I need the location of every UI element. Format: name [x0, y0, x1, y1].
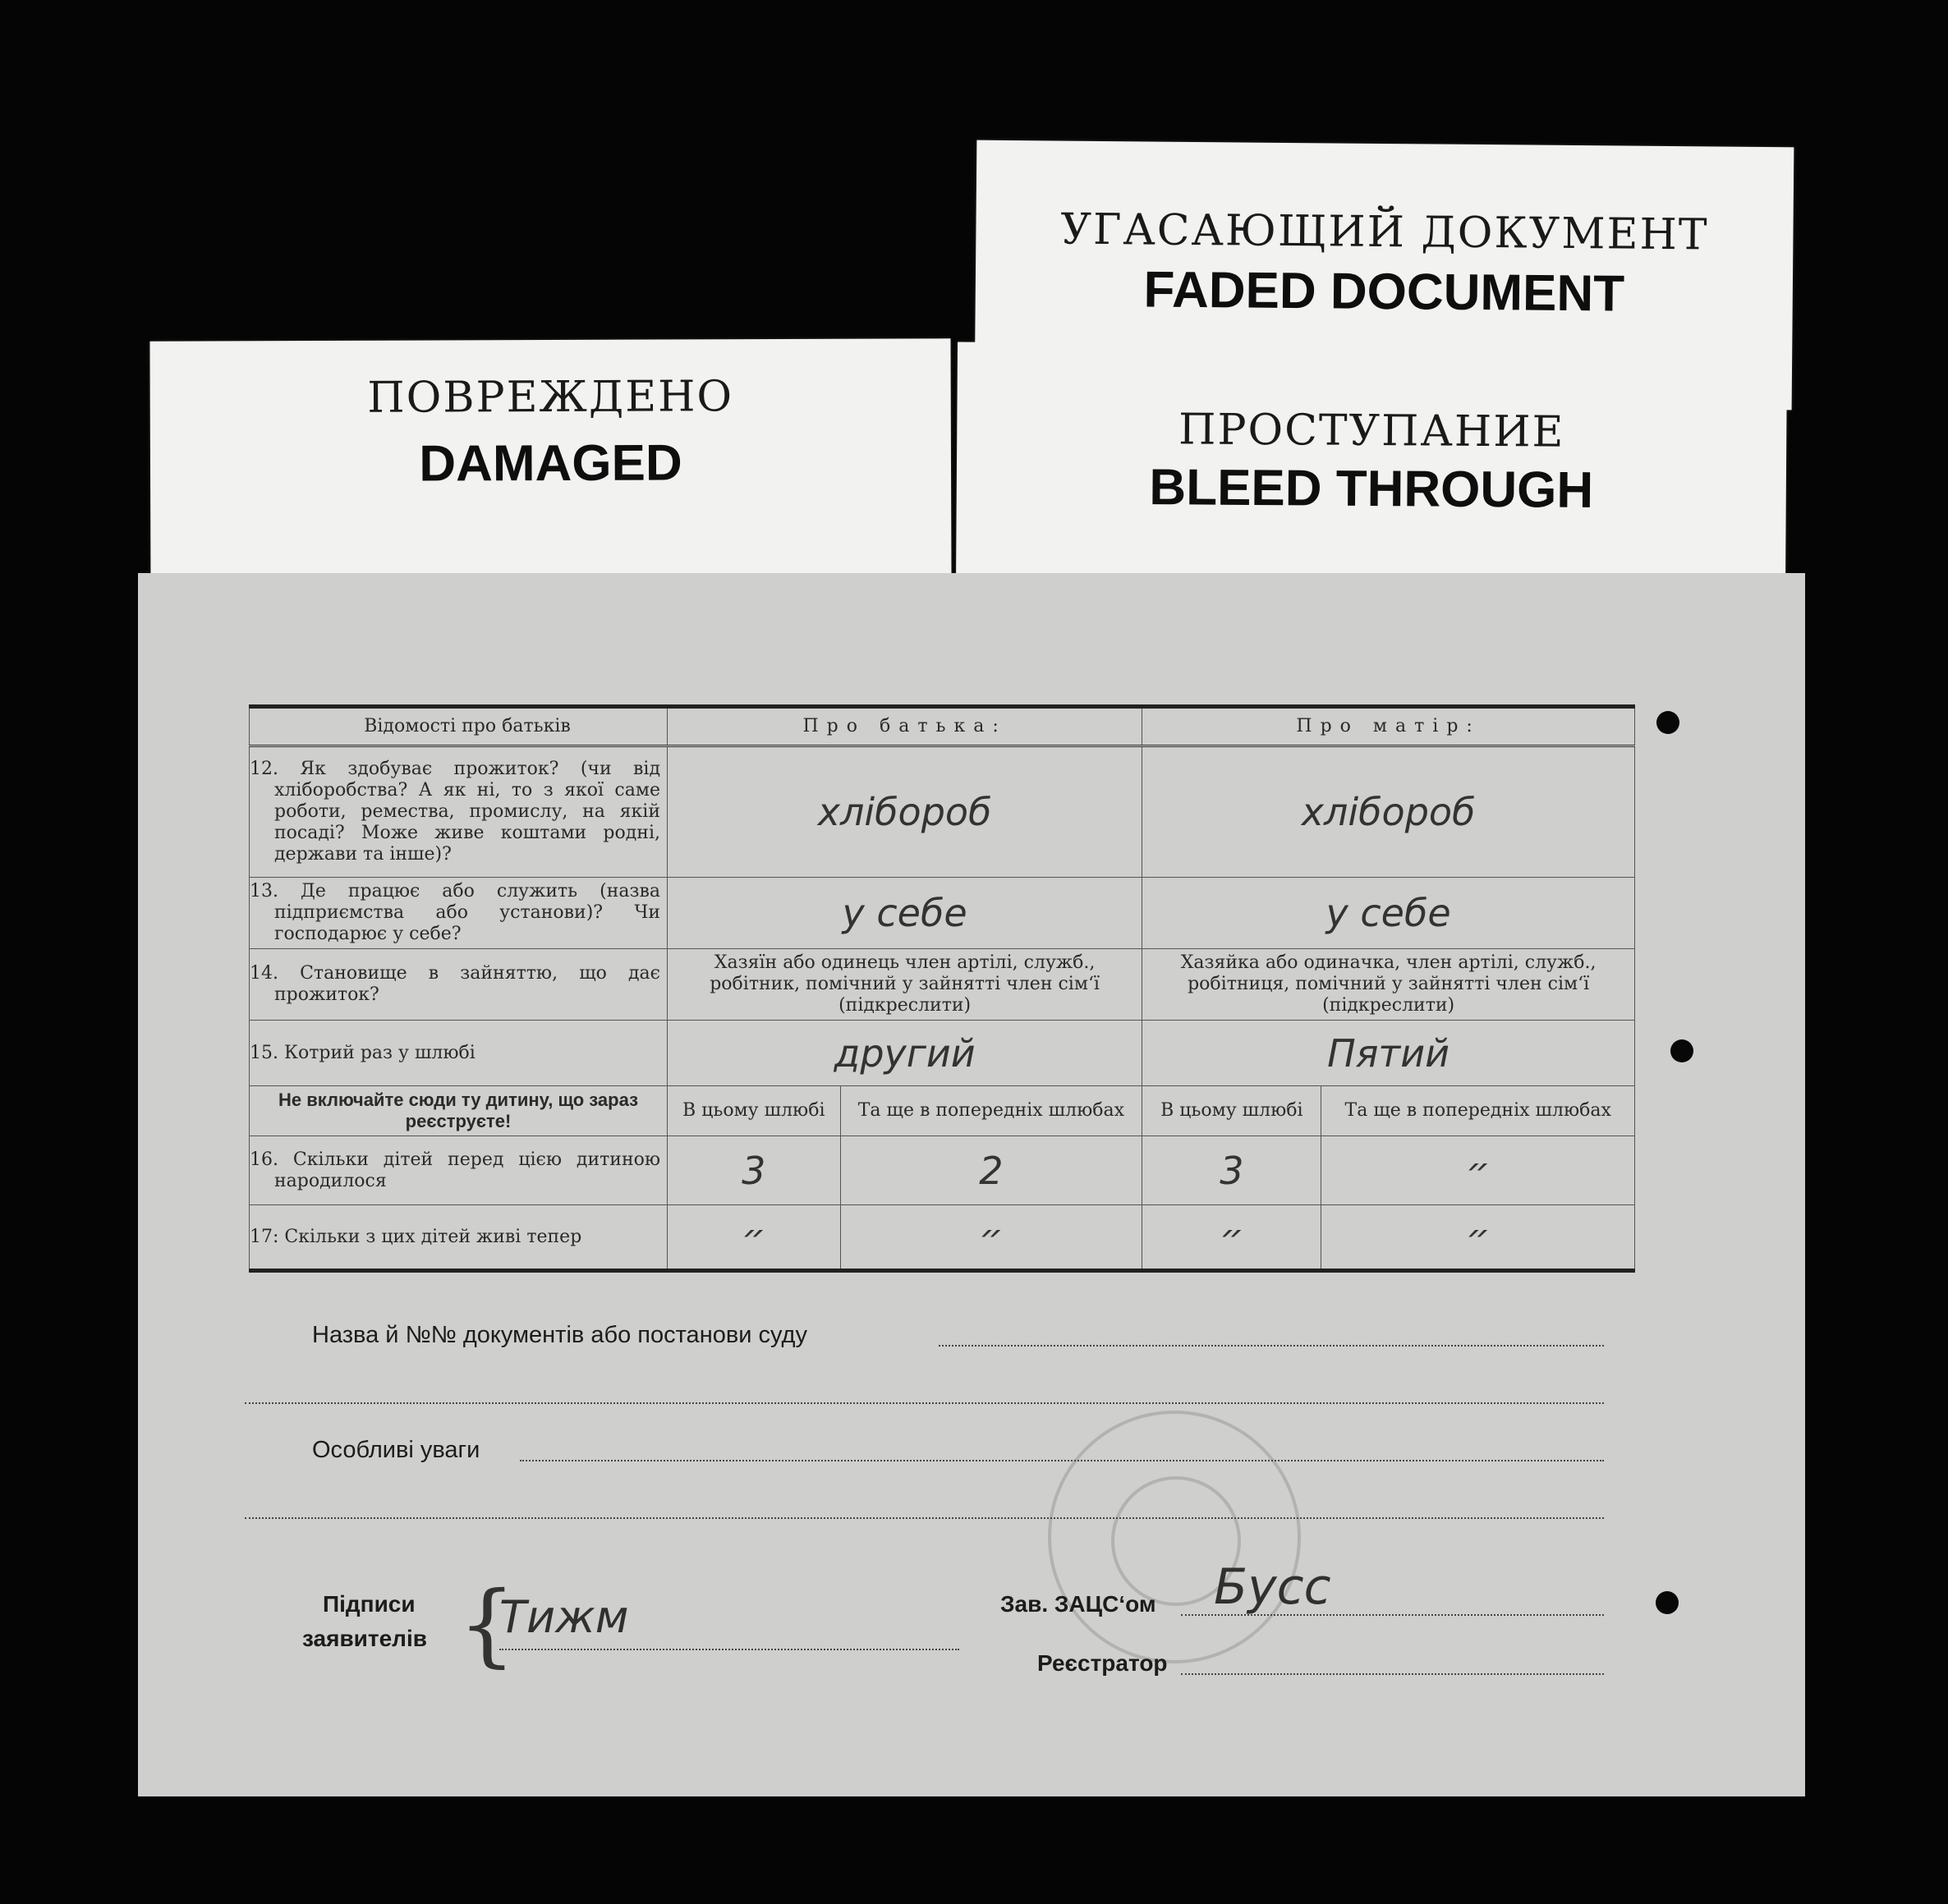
applicant-signature: Тижм	[499, 1591, 629, 1643]
answer-13-father: у себе	[668, 878, 1142, 949]
registrar-label: Реєстратор	[1037, 1650, 1168, 1676]
sub-header-mother-this: В цьому шлюбі	[1142, 1086, 1321, 1136]
sub-header-father-previous: Та ще в попередніх шлюбах	[840, 1086, 1142, 1136]
documents-label: Назва й №№ документів або постанови суду	[312, 1322, 807, 1348]
damaged-card-en: DAMAGED	[419, 434, 682, 493]
answer-16-father-this: 3	[668, 1136, 841, 1205]
signatures-label-1: Підписи	[323, 1591, 416, 1617]
options-14-mother: Хазяйка або одиначка, член артілі, служб., робітниця, помічний у зайнятті член сім‘ї (підкреслити)	[1142, 949, 1635, 1021]
answer-12-father: хлібороб	[668, 746, 1142, 878]
answer-17-father-this: ״	[668, 1205, 841, 1271]
options-14-father: Хазяїн або одинець член артілі, служб., робітник, помічний у зайнятті член сім‘ї (підкреслити)	[668, 949, 1142, 1021]
header-mother: Про матір:	[1142, 707, 1635, 746]
faded-card-en: FADED DOCUMENT	[1143, 261, 1625, 323]
table-row	[250, 1136, 1635, 1205]
signatures-label-2: заявителів	[302, 1626, 427, 1651]
table-row	[250, 1021, 1635, 1086]
registrar-signature-line	[1181, 1673, 1604, 1675]
question-12: 12. Як здобуває прожиток? (чи від хліборобства? А як ні, то з якої саме роботи, ремества, промислу, на якій посаді? Може живе коштами родні, держави та інше)?	[250, 746, 668, 878]
documents-fill-line-2	[245, 1402, 1604, 1404]
header-parents-info: Відомості про батьків	[250, 707, 668, 746]
notes-fill-line-2	[245, 1517, 1604, 1519]
registrar-signature: Бусс	[1214, 1558, 1331, 1616]
answer-17-mother-previous: ״	[1321, 1205, 1635, 1271]
registration-form-sheet	[138, 573, 1805, 1796]
table-row	[250, 1205, 1635, 1271]
question-17: 17: Скільки з цих дітей живі тепер	[250, 1205, 668, 1271]
answer-12-mother: хлібороб	[1142, 746, 1635, 878]
children-note: Не включайте сюди ту дитину, що зараз реєструєте!	[250, 1086, 668, 1136]
answer-13-mother: у себе	[1142, 878, 1635, 949]
answer-17-mother-this: ״	[1142, 1205, 1321, 1271]
table-row	[250, 1086, 1635, 1136]
answer-15-mother: Пятий	[1142, 1021, 1635, 1086]
bleed-card-ru: ПРОСТУПАНИЕ	[1178, 405, 1565, 457]
question-14: 14. Становище в зайняттю, що дає прожиток?	[250, 949, 668, 1021]
sub-header-mother-previous: Та ще в попередніх шлюбах	[1321, 1086, 1635, 1136]
table-row	[250, 949, 1635, 1021]
applicants-signature-line	[499, 1649, 959, 1650]
zags-head-label: Зав. ЗАЦС‘ом	[1000, 1591, 1156, 1617]
header-father: Про батька:	[668, 707, 1142, 746]
damaged-card	[149, 338, 951, 587]
answer-17-father-previous: ״	[840, 1205, 1142, 1271]
question-13: 13. Де працює або служить (назва підприємства або установи)? Чи господарює у себе?	[250, 878, 668, 949]
bleed-through-card	[956, 342, 1787, 594]
punch-hole	[1656, 1591, 1679, 1614]
punch-hole	[1670, 1039, 1693, 1062]
bleed-card-en: BLEED THROUGH	[1149, 459, 1594, 519]
answer-16-mother-previous: ״	[1321, 1136, 1635, 1205]
damaged-card-ru: ПОВРЕЖДЕНО	[367, 372, 734, 423]
signature-brace: {	[458, 1571, 516, 1677]
table-row	[250, 878, 1635, 949]
answer-16-mother-this: 3	[1142, 1136, 1321, 1205]
documents-fill-line	[939, 1345, 1604, 1347]
answer-16-father-previous: 2	[840, 1136, 1142, 1205]
table-row	[250, 746, 1635, 878]
question-16: 16. Скільки дітей перед цією дитиною народилося	[250, 1136, 668, 1205]
question-15: 15. Котрий раз у шлюбі	[250, 1021, 668, 1086]
table-header-row	[250, 707, 1635, 746]
punch-hole	[1656, 711, 1679, 734]
notes-label: Особливі уваги	[312, 1437, 480, 1463]
parents-info-table	[249, 704, 1635, 1273]
notes-fill-line	[520, 1460, 1604, 1461]
sub-header-father-this: В цьому шлюбі	[668, 1086, 841, 1136]
answer-15-father: другий	[668, 1021, 1142, 1086]
faded-card-ru: УГАСАЮЩИЙ ДОКУМЕНТ	[1060, 204, 1709, 260]
